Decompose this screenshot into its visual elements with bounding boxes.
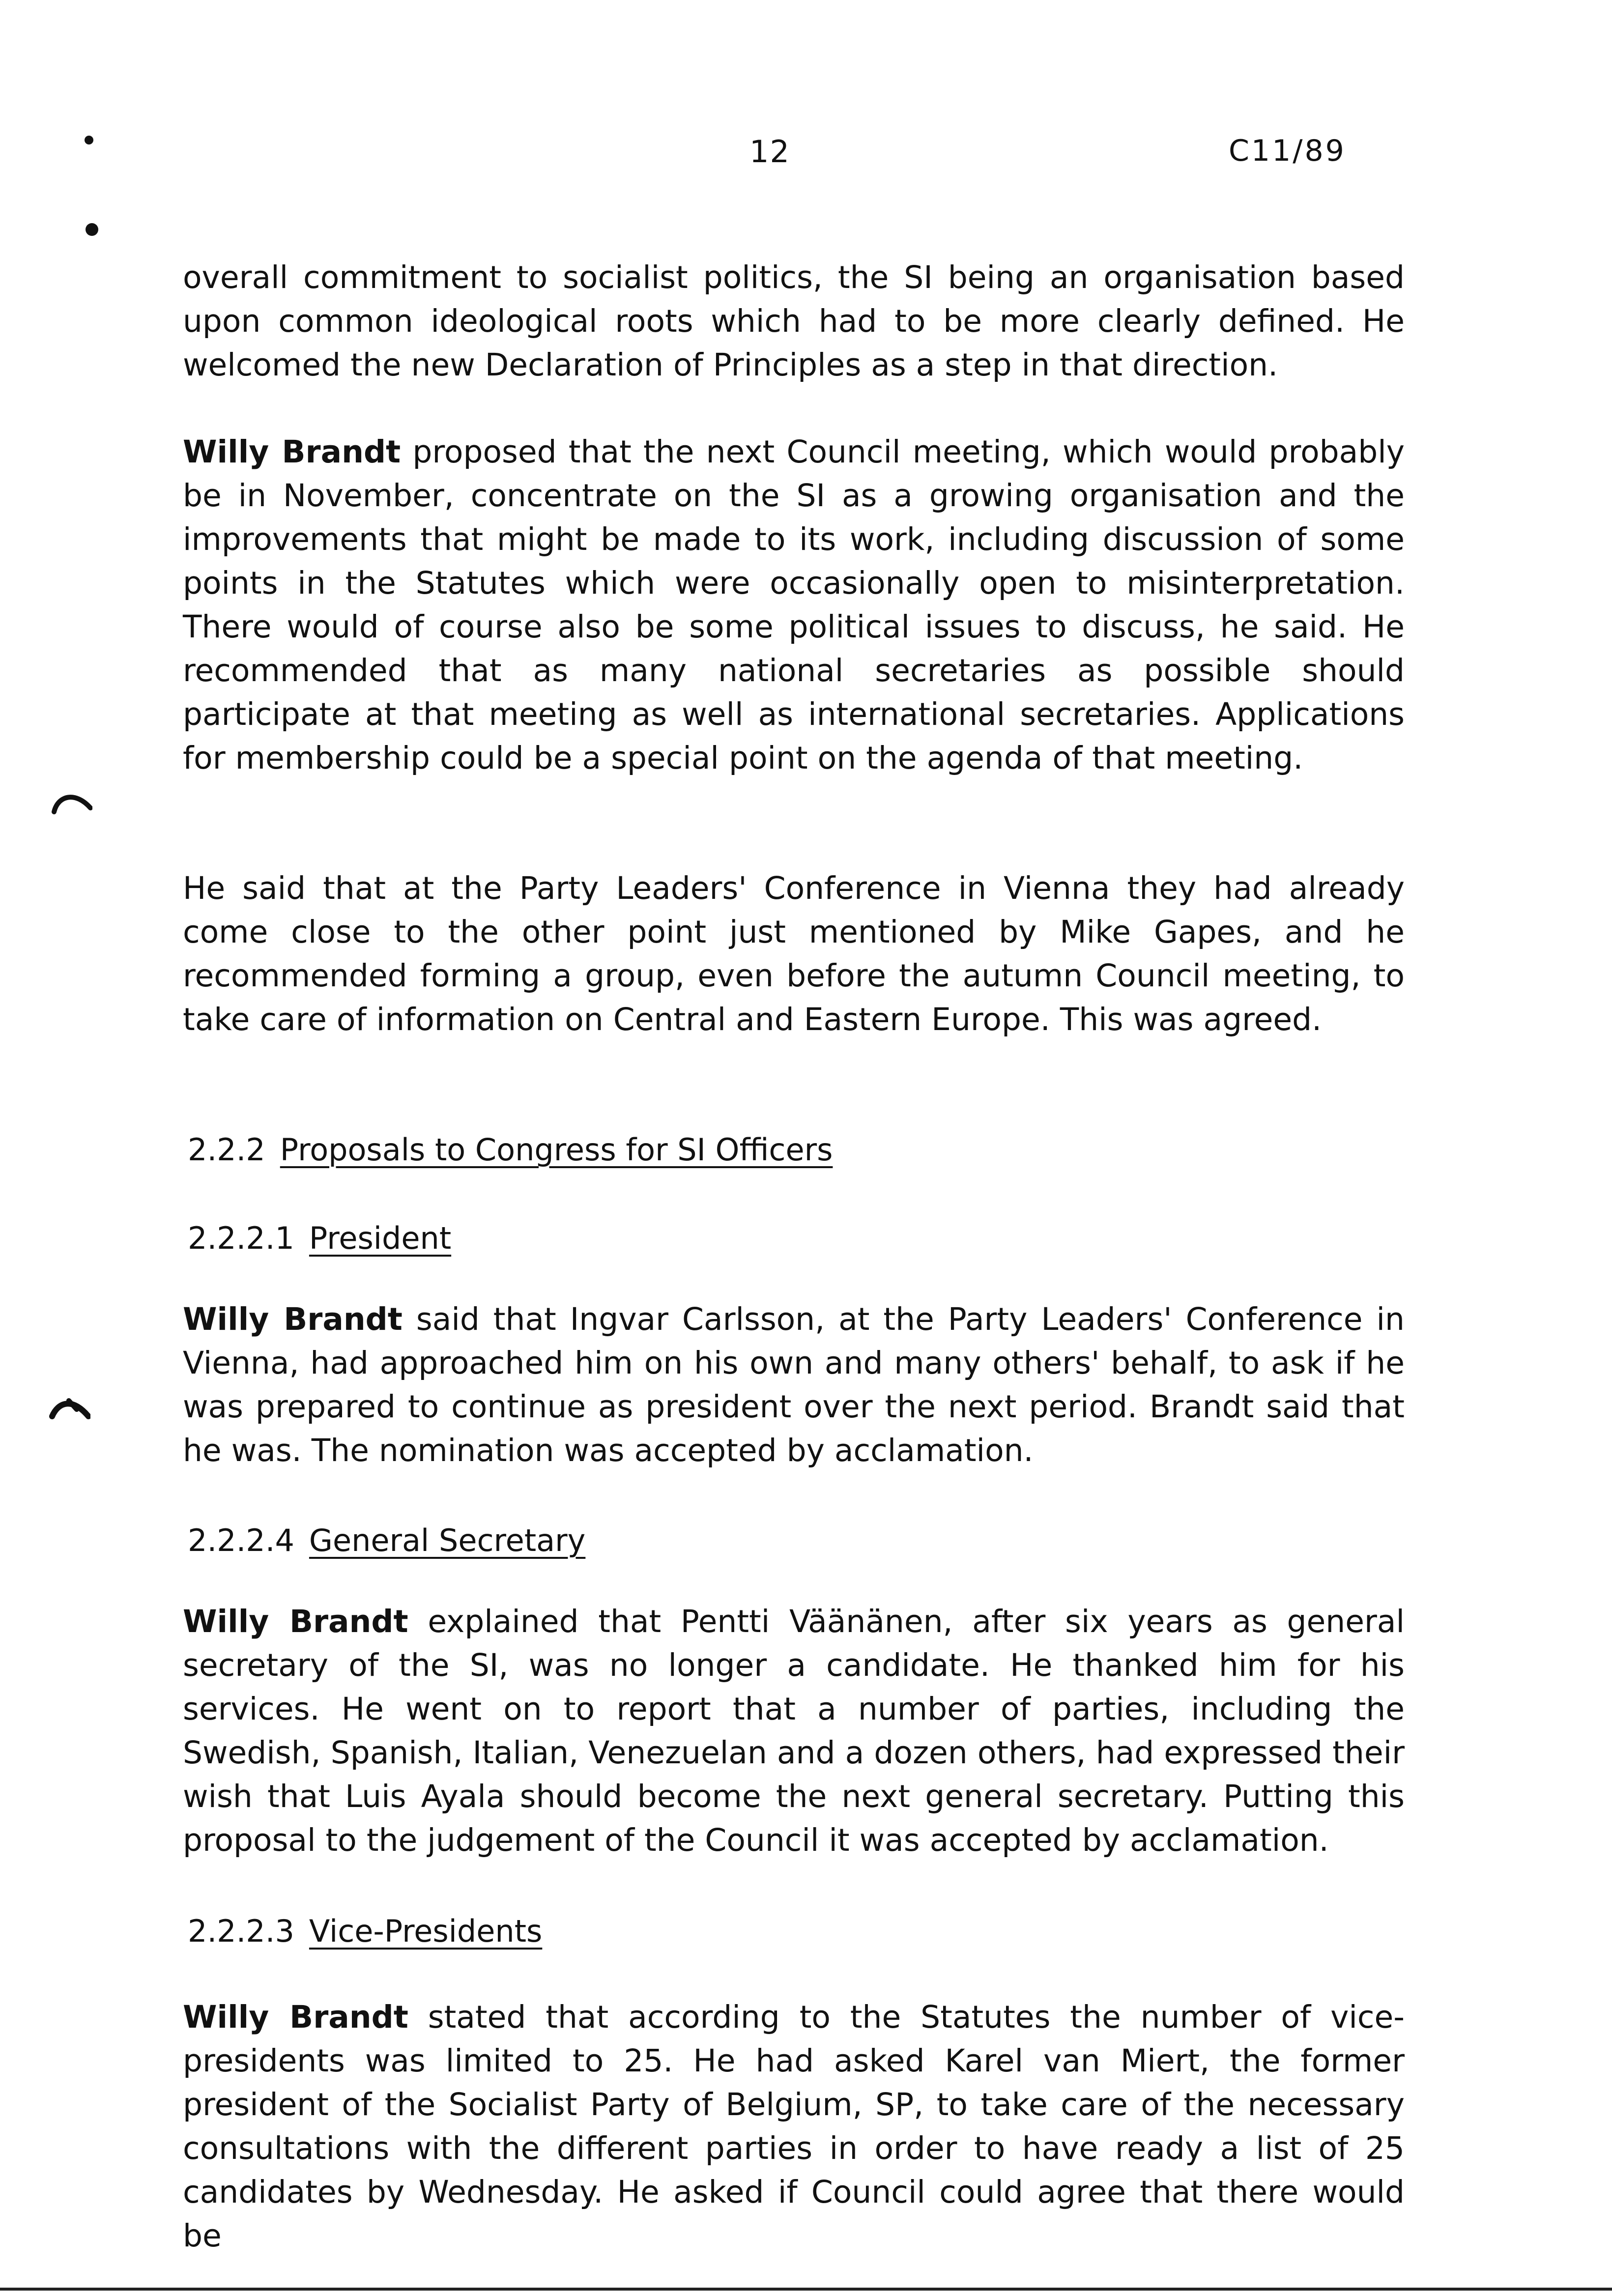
section-number: 2.2.2.1	[188, 1220, 294, 1256]
paragraph-text: overall commitment to socialist politics, the SI being an organisation based upon common ideological roots which had to be more clearly defined. He welcomed the new Declaration of Principles as a step in that direction.	[183, 259, 1405, 383]
speaker-name: Willy Brandt	[183, 1301, 403, 1337]
subsection-heading	[188, 1912, 542, 1951]
subsection-heading	[188, 1521, 585, 1560]
page-number: 12	[749, 134, 790, 170]
paragraph-text: proposed that the next Council meeting, which would probably be in November, concentrate on the SI as a growing organisation and the improvements that might be made to its work, including discussion of some points in the Statutes which were occasionally open to misinterpretation. There would of course also be some political issues to discuss, he said. He recommended that as many national secretaries as possible should participate at that meeting as well as international secretaries. Applications for membership could be a special point on the agenda of that meeting.	[183, 434, 1405, 776]
section-title: President	[309, 1220, 452, 1256]
section-heading	[188, 1130, 833, 1170]
section-number: 2.2.2.3	[188, 1913, 294, 1949]
hole-punch-mark-icon	[51, 788, 92, 818]
paragraph-text: He said that at the Party Leaders' Conference in Vienna they had already come close to the other point just mentioned by Mike Gapes, and he recommended forming a group, even before the autumn Council meeting, to take care of information on Central and Eastern Europe. This was agreed.	[183, 870, 1405, 1037]
paragraph	[183, 1995, 1405, 2258]
speaker-name: Willy Brandt	[183, 434, 401, 470]
paragraph	[183, 1297, 1405, 1472]
paragraph	[183, 866, 1405, 1041]
paragraph-text: stated that according to the Statutes the number of vice-presidents was limited to 25. He had asked Karel van Miert, the former president of the Socialist Party of Belgium, SP, to take care of the necessary consultations with the different parties in order to have ready a list of 25 candidates by Wednesday. He asked if Council could agree that there would be	[183, 1999, 1405, 2254]
section-title: Proposals to Congress for SI Officers	[280, 1132, 833, 1168]
paragraph	[183, 256, 1405, 387]
margin-dot-mark	[85, 136, 93, 144]
section-number: 2.2.2	[188, 1132, 265, 1168]
speaker-name: Willy Brandt	[183, 1604, 408, 1639]
speaker-name: Willy Brandt	[183, 1999, 408, 2035]
hole-punch-mark-icon	[49, 1395, 90, 1424]
section-title: General Secretary	[309, 1522, 586, 1558]
document-reference: C11/89	[1229, 134, 1346, 168]
section-number: 2.2.2.4	[188, 1522, 294, 1558]
margin-dot-mark	[86, 223, 98, 236]
paragraph-text: said that Ingvar Carlsson, at the Party Leaders' Conference in Vienna, had approached him on his own and many others' behalf, to ask if he was prepared to continue as president over the next period. Brandt said that he was. The nomination was accepted by acclamation.	[183, 1301, 1405, 1468]
subsection-heading	[188, 1219, 451, 1258]
paragraph	[183, 1600, 1405, 1862]
section-title: Vice-Presidents	[309, 1913, 543, 1949]
page-bottom-rule	[0, 2288, 1612, 2291]
paragraph-text: explained that Pentti Väänänen, after six years as general secretary of the SI, was no longer a candidate. He thanked him for his services. He went on to report that a number of parties, including the Swedish, Spanish, Italian, Venezuelan and a dozen others, had expressed their wish that Luis Ayala should become the next general secretary. Putting this proposal to the judgement of the Council it was accepted by acclamation.	[183, 1604, 1405, 1858]
paragraph	[183, 430, 1405, 780]
